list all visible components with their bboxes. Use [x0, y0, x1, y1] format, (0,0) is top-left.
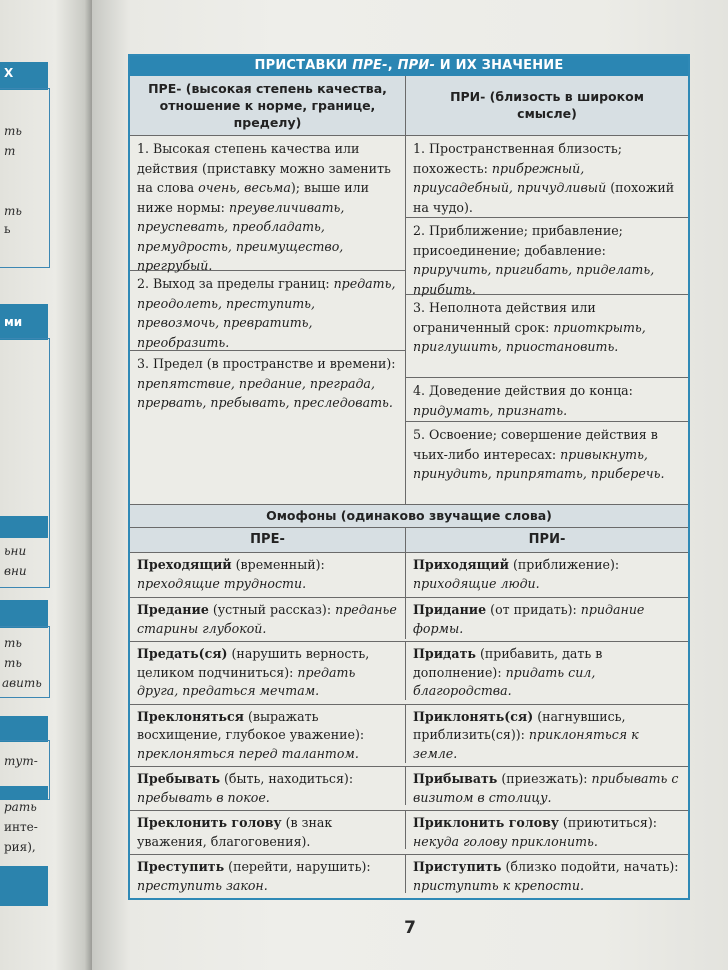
- homophone-example: придать сил, благородства.: [413, 664, 596, 698]
- gutter-fragment: тут-: [4, 754, 38, 768]
- homophone-def: (перейти, нарушить):: [224, 859, 371, 874]
- homophone-word: Приклонить голову: [413, 815, 559, 830]
- homophone-word: Преклоняться: [137, 708, 244, 724]
- homophone-def: (нарушить верность, целиком подчиниться):: [137, 646, 370, 680]
- gutter-fragment: ть: [4, 204, 22, 218]
- gutter-fragment: рать: [4, 800, 37, 814]
- gutter-fragment: ьни: [4, 544, 27, 558]
- gutter-blue-band: [0, 62, 48, 90]
- homophone-pre: [130, 767, 406, 805]
- homophone-word: Приклонять(ся): [413, 708, 534, 724]
- meaning-text: 5. Освоение; совершение действия в чьих-либо интересах:: [413, 427, 658, 462]
- homophone-pri: [406, 811, 688, 854]
- homophone-word: Придать: [413, 646, 476, 661]
- homophone-pri: [406, 767, 688, 810]
- meaning-examples: прибрежный, приусадебный, причудливый: [413, 160, 607, 195]
- pre-header-text: ПРЕ- (высокая степень качества, отношение к норме, границе, пределу): [148, 81, 387, 130]
- title-pre: ПРЕ-: [352, 58, 388, 73]
- homophone-def: (приближение):: [508, 557, 620, 572]
- gutter-box: [0, 88, 50, 268]
- homophone-pri: [406, 855, 688, 898]
- homophone-pre: [130, 553, 406, 597]
- homophone-row: [130, 642, 688, 705]
- pre-meaning-2: [130, 271, 405, 351]
- homophone-pre: [130, 642, 406, 700]
- homophones-pre-header: ПРЕ-: [130, 528, 406, 553]
- homophone-def: (близко подойти, начать):: [501, 859, 679, 874]
- previous-page-edge: [0, 0, 92, 970]
- homophone-word: Приступить: [413, 859, 502, 874]
- homophone-example: преступить закон.: [137, 877, 268, 893]
- homophone-word: Приходящий: [413, 557, 509, 572]
- meaning-examples: придумать, признать.: [413, 402, 568, 418]
- meaning-text: 1. Высокая степень качества или действия (приставку можно заменить на слова: [137, 141, 391, 195]
- pri-meanings: [406, 136, 688, 504]
- homophone-pri: [406, 642, 688, 704]
- homophone-word: Преклонить голову: [137, 815, 282, 830]
- gutter-blue-band: [0, 304, 48, 340]
- pri-meaning-2: [406, 218, 688, 295]
- homophone-example: пребывать в покое.: [137, 789, 270, 805]
- pre-meanings: [130, 136, 406, 504]
- meaning-text: 3. Предел (в пространстве и времени):: [137, 356, 396, 371]
- homophone-pre: [130, 705, 406, 763]
- homophone-pre: [130, 855, 406, 893]
- table-title: [130, 56, 688, 76]
- homophone-example: приклоняться к земле.: [413, 727, 639, 761]
- meaning-em: очень, весьма: [198, 180, 291, 195]
- homophone-example: приступить к крепости.: [413, 877, 584, 893]
- homophone-row: [130, 553, 688, 598]
- homophone-word: Преступить: [137, 859, 225, 874]
- pri-meaning-5: [406, 422, 688, 504]
- meaning-text: 3. Неполнота действия или ограниченный срок:: [413, 300, 596, 335]
- meaning-examples: предать, преодолеть, преступить, превозмочь, превратить, преобразить.: [137, 276, 396, 350]
- meaning-text: 2. Выход за пределы границ:: [137, 276, 334, 291]
- homophone-row: [130, 705, 688, 768]
- homophone-row: [130, 598, 688, 642]
- homophone-example: прибывать с визитом в столицу.: [413, 771, 679, 805]
- homophone-example: приходящие люди.: [413, 575, 540, 591]
- gutter-fragment: рия),: [4, 840, 36, 854]
- gutter-fragment: ь: [4, 222, 11, 236]
- pri-meaning-3: [406, 295, 688, 378]
- homophone-def: (в знак уважения, благоговения).: [137, 815, 333, 849]
- pri-meaning-4: [406, 378, 688, 422]
- gutter-band-text: Х: [4, 66, 14, 80]
- pri-header: [406, 76, 688, 135]
- homophone-example: преклоняться перед талантом.: [137, 745, 359, 761]
- homophones-header-row: [130, 528, 688, 553]
- homophone-word: Предать(ся): [137, 646, 228, 661]
- gutter-fragment: ть: [4, 656, 22, 670]
- gutter-fragment: т: [4, 144, 16, 158]
- homophone-row: [130, 767, 688, 811]
- gutter-fragment: ть: [4, 124, 22, 138]
- homophone-example: предать друга, предаться мечтам.: [137, 664, 356, 698]
- gutter-blue-band: [0, 516, 48, 538]
- homophone-def: (прибавить, дать в дополнение):: [413, 646, 603, 680]
- pri-header-text: ПРИ- (близость в широком смысле): [450, 89, 644, 121]
- title-text: ПРИСТАВКИ: [254, 58, 353, 73]
- gutter-blue-band: [0, 716, 48, 742]
- homophone-pre: [130, 811, 406, 849]
- title-pri: ПРИ-: [397, 58, 436, 73]
- homophone-row: [130, 855, 688, 898]
- homophone-example: придание формы.: [413, 602, 645, 636]
- gutter-fragment: авить: [2, 676, 42, 690]
- homophone-def: (временный):: [231, 557, 325, 572]
- gutter-fragment: ть: [4, 636, 22, 650]
- homophone-example: преданье старины глубокой.: [137, 602, 397, 636]
- homophone-def: (от придать):: [486, 602, 581, 617]
- pre-header: [130, 76, 406, 135]
- prefix-table: [128, 54, 690, 900]
- meaning-text: 1. Пространственная близость; похожесть:: [413, 141, 622, 176]
- homophone-word: Придание: [413, 602, 487, 617]
- gutter-blue-band: [0, 866, 48, 906]
- homophone-def: (выражать восхищение, глубокое уважение):: [137, 708, 365, 742]
- homophone-example: некуда голову приклонить.: [413, 833, 598, 849]
- homophone-pre: [130, 598, 406, 639]
- homophone-word: Преходящий: [137, 557, 232, 572]
- gutter-band-text: ми: [4, 315, 23, 329]
- book-page: [92, 0, 728, 970]
- gutter-fragment: вни: [4, 564, 27, 578]
- meaning-examples: преувеличивать, преуспевать, преобладать, премудрость, преимущество, прегрубый.: [137, 199, 345, 273]
- homophone-word: Пребывать: [137, 771, 220, 786]
- meaning-body-row: [130, 136, 688, 504]
- page-number: 7: [404, 918, 416, 938]
- gutter-blue-band: [0, 600, 48, 628]
- homophone-pri: [406, 553, 688, 597]
- homophone-example: преходящие трудности.: [137, 575, 307, 591]
- gutter-fragment: инте-: [4, 820, 38, 834]
- pre-meaning-3: [130, 351, 405, 504]
- homophone-pri: [406, 598, 688, 641]
- homophone-word: Предание: [137, 602, 209, 617]
- title-text-end: И ИХ ЗНАЧЕНИЕ: [435, 58, 564, 73]
- meaning-examples: приручить, пригибать, приделать, прибить.: [413, 262, 655, 297]
- gutter-blue-band: [0, 786, 48, 800]
- homophone-def: (нагнувшись, приблизить(ся)):: [413, 708, 626, 742]
- homophone-pri: [406, 705, 688, 767]
- title-sep: ,: [387, 58, 398, 73]
- homophone-row: [130, 811, 688, 855]
- homophone-def: (приютиться):: [558, 815, 657, 830]
- meaning-examples: препятствие, предание, преграда, прервать, пребывать, преследовать.: [137, 375, 393, 410]
- homophone-def: (приезжать):: [497, 771, 592, 786]
- pre-meaning-1: [130, 136, 405, 271]
- meaning-examples: приоткрыть, приглушить, приостановить.: [413, 319, 646, 354]
- meaning-text: ); выше или ниже нормы:: [137, 180, 370, 215]
- pri-meaning-1: [406, 136, 688, 218]
- homophone-def: (устный рассказ):: [208, 602, 336, 617]
- meaning-header-row: [130, 76, 688, 136]
- homophone-word: Прибывать: [413, 771, 498, 786]
- homophones-title: Омофоны (одинаково звучащие слова): [130, 504, 688, 528]
- meaning-text: 4. Доведение действия до конца:: [413, 383, 633, 398]
- meaning-examples: привыкнуть, принудить, припрятать, приберечь.: [413, 446, 665, 481]
- meaning-text: (похожий на чудо).: [413, 180, 675, 215]
- homophones-pri-header: ПРИ-: [406, 528, 688, 553]
- meaning-text: 2. Приближение; прибавление; присоединение; добавление:: [413, 223, 623, 258]
- homophone-def: (быть, находиться):: [220, 771, 354, 786]
